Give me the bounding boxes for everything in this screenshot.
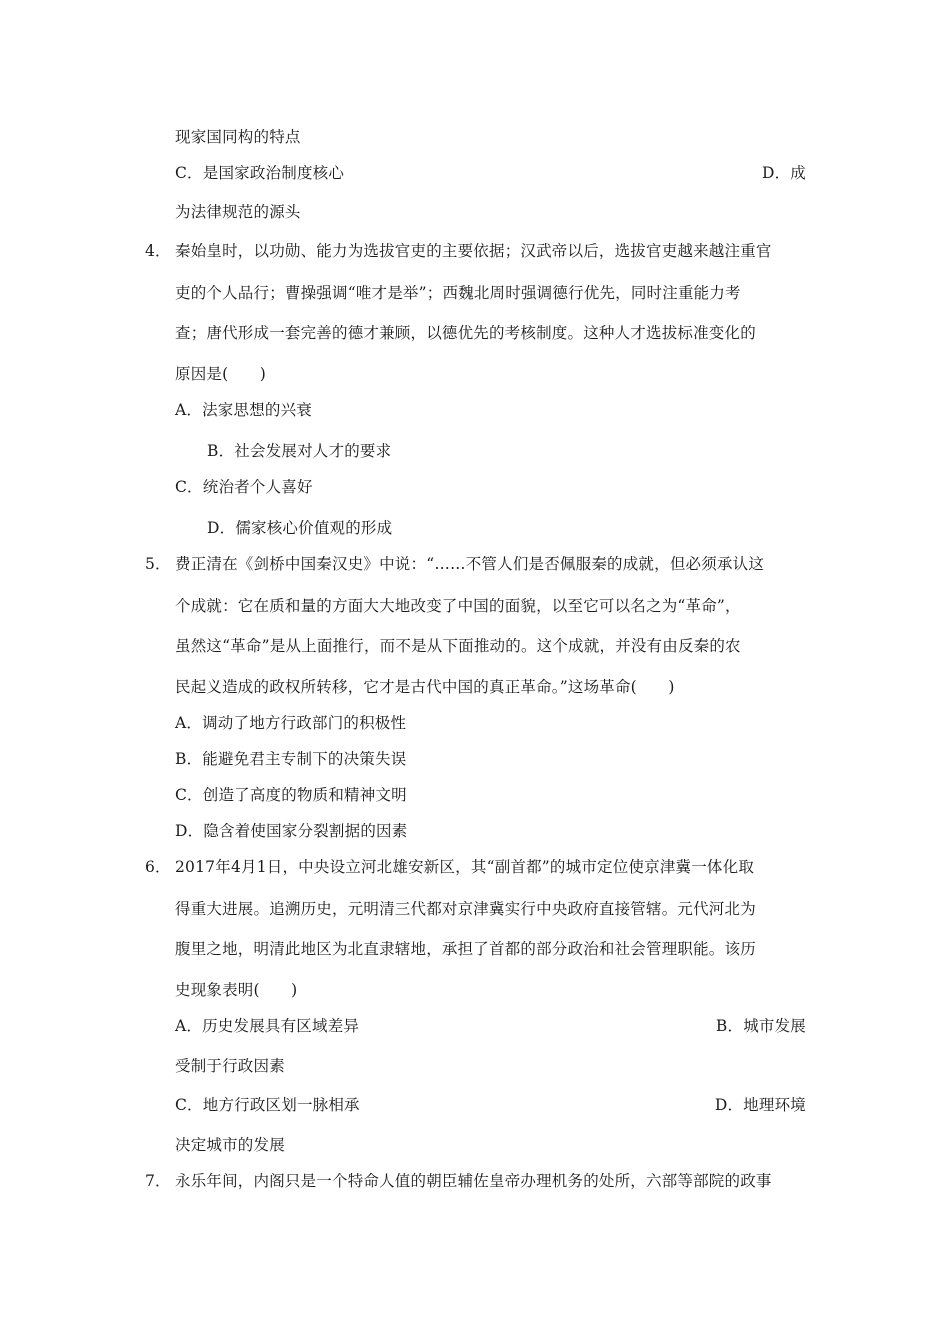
- q6-stem-line: 得重大进展。追溯历史，元明清三代都对京津冀实行中央政府直接管辖。元代河北为: [175, 900, 756, 918]
- q7-stem-line: 永乐年间，内阁只是一个特命人值的朝臣辅佐皇帝办理机务的处所，六部等部院的政事: [175, 1172, 772, 1190]
- q6-option-d-continuation: 决定城市的发展: [175, 1136, 285, 1154]
- q4-option-c: C．统治者个人喜好: [175, 478, 313, 496]
- q3-continuation-line: 现家国同构的特点: [175, 128, 301, 146]
- q3-options-row: [175, 163, 806, 183]
- q5-stem-line: 个成就：它在质和量的方面大大地改变了中国的面貌，以至它可以名之为“革命”，: [175, 597, 741, 615]
- q6-option-d: D．地理环境: [714, 1096, 806, 1114]
- q6-options-row-ab: [175, 1016, 806, 1036]
- q6-stem-line: 2017年4月1日，中央设立河北雄安新区，其“副首都”的城市定位使京津冀一体化取: [175, 858, 755, 876]
- q5-stem-line: 费正清在《剑桥中国秦汉史》中说：“……不管人们是否佩服秦的成就，但必须承认这: [175, 555, 765, 573]
- q4-stem-line: 原因是( ): [175, 365, 266, 383]
- q5-stem-line: 民起义造成的政权所转移，它才是古代中国的真正革命。”这场革命( ): [175, 678, 675, 696]
- q4-stem-line: 秦始皇时，以功勋、能力为选拔官吏的主要依据；汉武帝以后，选拔官吏越来越注重官: [175, 242, 772, 260]
- q4-option-b: B．社会发展对人才的要求: [207, 442, 392, 460]
- q5-option-a: A．调动了地方行政部门的积极性: [175, 714, 407, 732]
- q4-stem-line: 吏的个人品行；曹操强调“唯才是举”；西魏北周时强调德行优先，同时注重能力考: [175, 284, 741, 302]
- q5-option-c: C．创造了高度的物质和精神文明: [175, 786, 407, 804]
- q6-option-c: C．地方行政区划一脉相承: [175, 1096, 360, 1114]
- q6-number: 6．: [145, 858, 171, 876]
- q6-option-b-continuation: 受制于行政因素: [175, 1057, 285, 1075]
- q4-number: 4．: [145, 242, 171, 260]
- q5-stem-line: 虽然这“革命”是从上面推行，而不是从下面推动的。这个成就，并没有由反秦的农: [175, 637, 741, 655]
- q7-number: 7．: [145, 1172, 171, 1190]
- q5-option-d: D．隐含着使国家分裂割据的因素: [175, 822, 408, 840]
- q5-number: 5．: [145, 555, 171, 573]
- q6-stem-line: 腹里之地，明清此地区为北直隶辖地，承担了首都的部分政治和社会管理职能。该历: [175, 940, 756, 958]
- q4-option-a: A．法家思想的兴衰: [175, 401, 312, 419]
- q3-option-d: D．成: [761, 164, 806, 182]
- q6-options-row-cd: [175, 1095, 806, 1115]
- q4-stem-line: 查；唐代形成一套完善的德才兼顾，以德优先的考核制度。这种人才选拔标准变化的: [175, 324, 756, 342]
- q6-option-a: A．历史发展具有区域差异: [175, 1017, 360, 1035]
- q4-option-d: D．儒家核心价值观的形成: [207, 519, 393, 537]
- q3-option-c: C．是国家政治制度核心: [175, 164, 345, 182]
- q5-option-b: B．能避免君主专制下的决策失误: [175, 750, 407, 768]
- q6-option-b: B．城市发展: [715, 1017, 806, 1035]
- q3-option-d-continuation: 为法律规范的源头: [175, 203, 301, 221]
- q6-stem-line: 史现象表明( ): [175, 981, 298, 999]
